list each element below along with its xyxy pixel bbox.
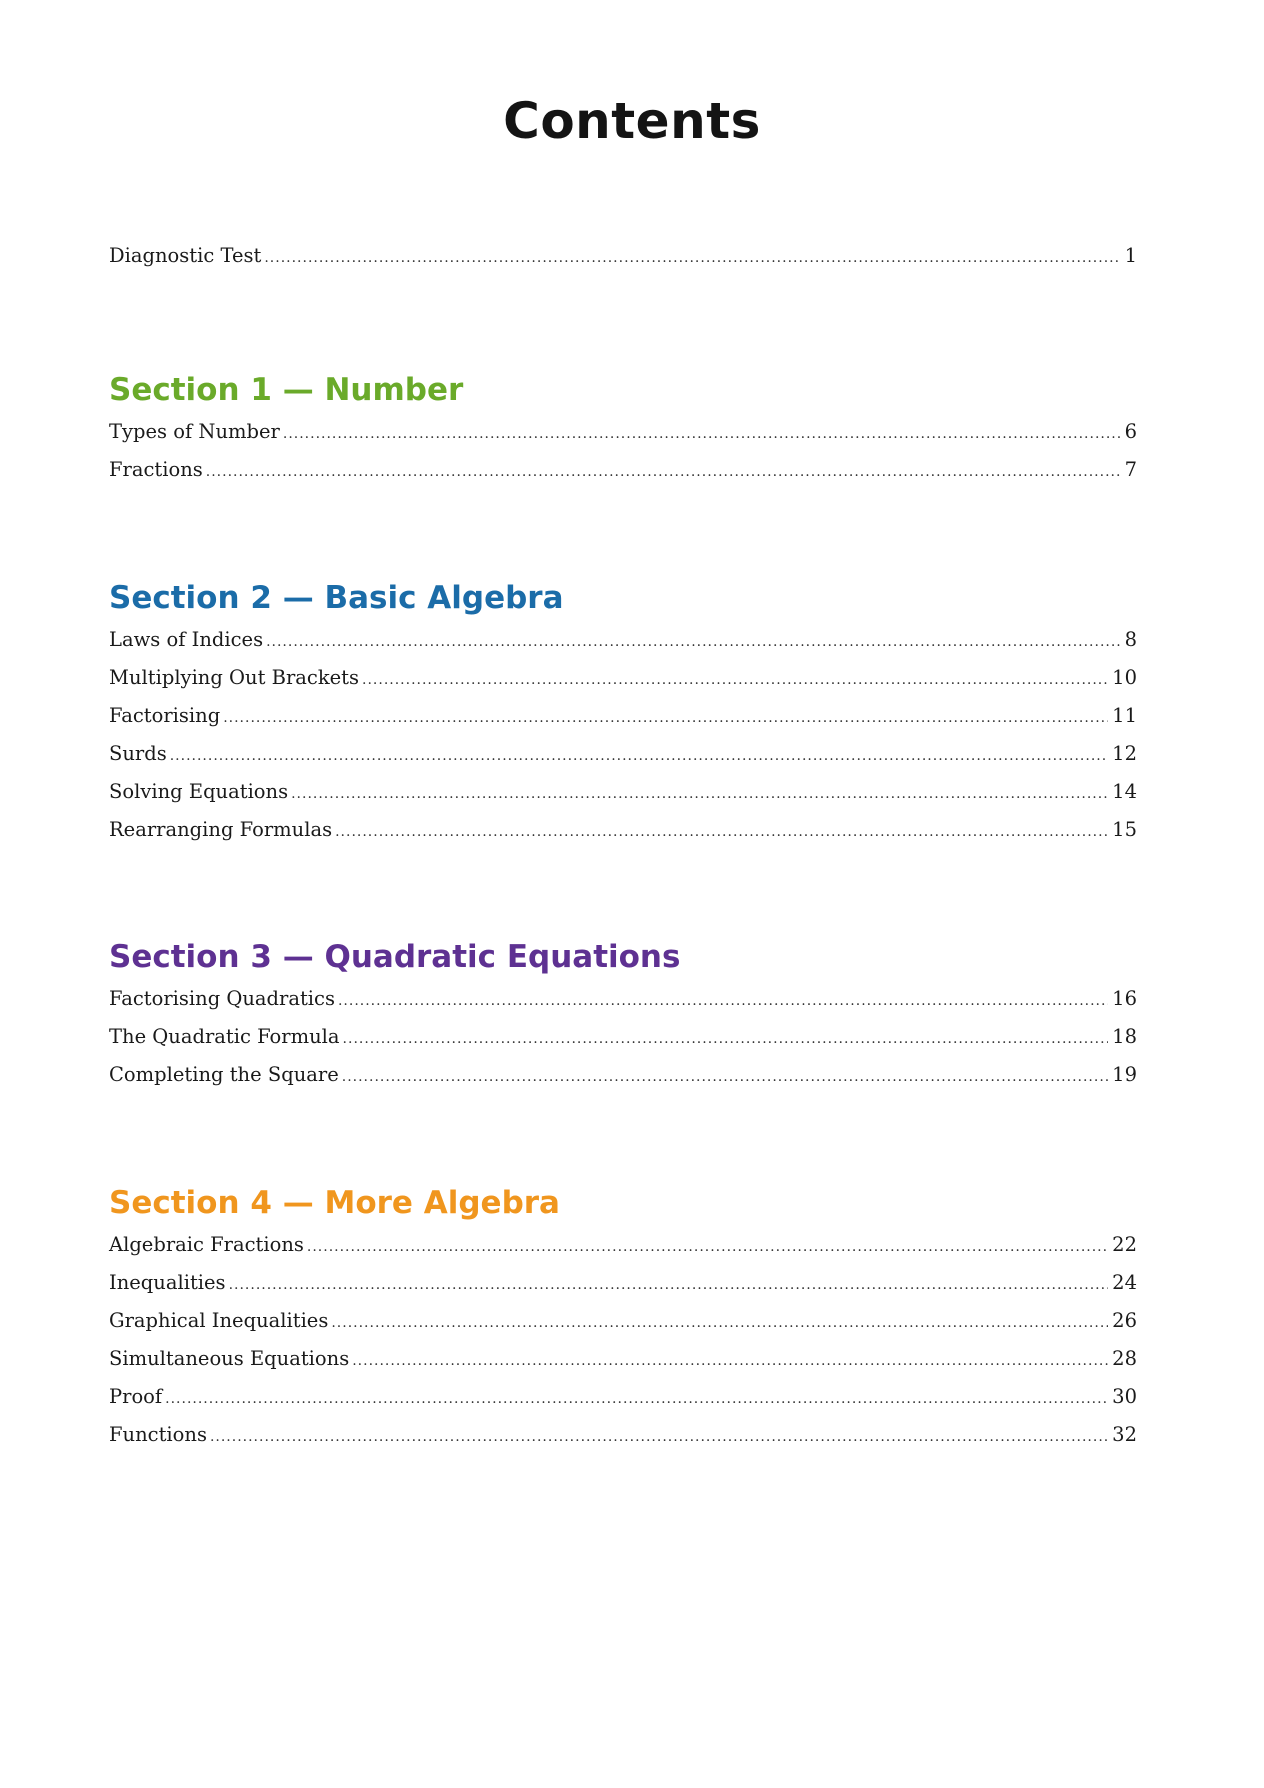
toc-entry[interactable] (109, 1385, 1137, 1423)
toc-entry-page: 15 (1112, 818, 1137, 841)
toc-entry-label: Algebraic Fractions (109, 1233, 304, 1256)
toc-entry[interactable] (109, 818, 1137, 856)
toc-entry-label: Factorising (109, 704, 221, 727)
toc-entry-label: Factorising Quadratics (109, 987, 335, 1010)
section-basic-algebra (109, 578, 1137, 856)
toc-entry[interactable] (109, 1271, 1137, 1309)
toc-entry-page: 6 (1124, 420, 1137, 443)
toc-entry-label: Graphical Inequalities (109, 1309, 329, 1332)
dot-leader (165, 1391, 1108, 1407)
toc-entry-page: 1 (1124, 244, 1137, 267)
dot-leader (170, 748, 1108, 764)
toc-entry[interactable] (109, 1063, 1137, 1101)
section-quadratic-equations (109, 937, 1137, 1101)
toc-entry-label: Rearranging Formulas (109, 818, 333, 841)
toc-entry-label: Fractions (109, 458, 203, 481)
toc-entry[interactable] (109, 987, 1137, 1025)
toc-intro (109, 244, 1137, 282)
section-more-algebra (109, 1183, 1137, 1461)
toc-entry-label: Surds (109, 742, 167, 765)
toc-entry[interactable] (109, 244, 1137, 282)
section-heading: Section 3 — Quadratic Equations (109, 939, 681, 975)
toc-entry-page: 30 (1112, 1385, 1137, 1408)
toc-entry-label: Completing the Square (109, 1063, 339, 1086)
dot-leader (331, 1315, 1108, 1331)
toc-entry-page: 8 (1124, 628, 1137, 651)
dot-leader (291, 786, 1108, 802)
toc-entry[interactable] (109, 1025, 1137, 1063)
toc-entry-label: Inequalities (109, 1271, 226, 1294)
toc-entry[interactable] (109, 1309, 1137, 1347)
toc-entry-page: 10 (1112, 666, 1137, 689)
toc-entry[interactable] (109, 780, 1137, 818)
toc-entry-label: Proof (109, 1385, 163, 1408)
toc-entry[interactable] (109, 1423, 1137, 1461)
toc-entry-page: 7 (1124, 458, 1137, 481)
toc-entry-page: 14 (1112, 780, 1137, 803)
section-heading: Section 1 — Number (109, 372, 464, 408)
dot-leader (338, 993, 1108, 1009)
dot-leader (229, 1277, 1109, 1293)
page-title: Contents (503, 92, 761, 150)
toc-entry-page: 11 (1112, 704, 1137, 727)
toc-entry-label: Functions (109, 1423, 207, 1446)
toc-entry-page: 26 (1112, 1309, 1137, 1332)
toc-entry-label: Laws of Indices (109, 628, 264, 651)
dot-leader (342, 1069, 1108, 1085)
toc-entry[interactable] (109, 628, 1137, 666)
toc-entry[interactable] (109, 1347, 1137, 1385)
toc-entry-page: 28 (1112, 1347, 1137, 1370)
toc-entry-page: 32 (1112, 1423, 1137, 1446)
toc-entry-label: The Quadratic Formula (109, 1025, 340, 1048)
toc-entry-page: 16 (1112, 987, 1137, 1010)
toc-entry-label: Simultaneous Equations (109, 1347, 350, 1370)
dot-leader (362, 672, 1108, 688)
toc-entry-label: Solving Equations (109, 780, 289, 803)
toc-entry-label: Multiplying Out Brackets (109, 666, 360, 689)
toc-entry[interactable] (109, 742, 1137, 780)
toc-entry[interactable] (109, 458, 1137, 496)
dot-leader (352, 1353, 1108, 1369)
toc-entry[interactable] (109, 420, 1137, 458)
toc-entry-label: Diagnostic Test (109, 244, 262, 267)
toc-entry-page: 19 (1112, 1063, 1137, 1086)
dot-leader (283, 426, 1121, 442)
dot-leader (266, 634, 1121, 650)
dot-leader (206, 464, 1121, 480)
toc-entry[interactable] (109, 704, 1137, 742)
dot-leader (223, 710, 1108, 726)
toc-entry-page: 24 (1112, 1271, 1137, 1294)
section-heading: Section 4 — More Algebra (109, 1185, 560, 1221)
dot-leader (264, 250, 1120, 266)
toc-entry-page: 18 (1112, 1025, 1137, 1048)
toc-entry-page: 22 (1112, 1233, 1137, 1256)
dot-leader (343, 1031, 1109, 1047)
dot-leader (307, 1239, 1108, 1255)
dot-leader (335, 824, 1108, 840)
toc-entry[interactable] (109, 1233, 1137, 1271)
toc-entry-page: 12 (1112, 742, 1137, 765)
section-number (109, 370, 1137, 496)
dot-leader (210, 1429, 1108, 1445)
section-heading: Section 2 — Basic Algebra (109, 580, 564, 616)
toc-entry-label: Types of Number (109, 420, 280, 443)
toc-entry[interactable] (109, 666, 1137, 704)
